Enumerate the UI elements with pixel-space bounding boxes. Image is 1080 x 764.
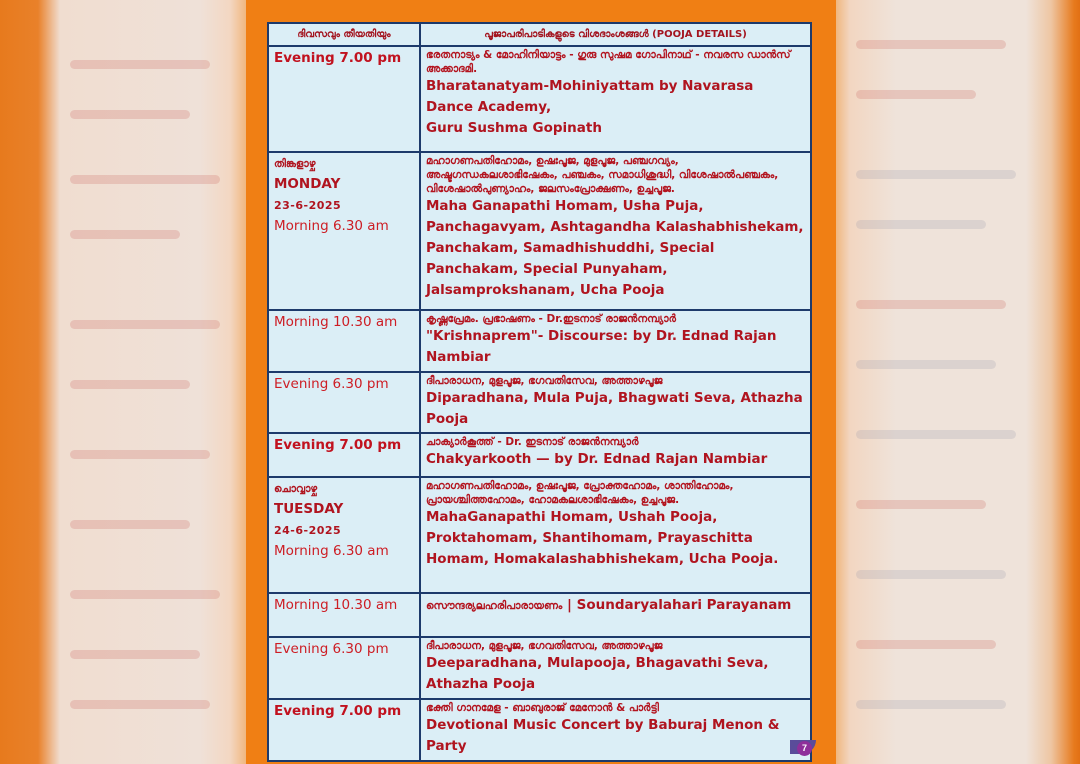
day-malayalam: തിങ്കളാഴ്ച <box>274 158 316 170</box>
table-row <box>268 310 811 372</box>
details-cell <box>420 593 811 637</box>
details-malayalam: കൃഷ്ണപ്രേമം. പ്രഭാഷണം - Dr.ഇടനാട് രാജൻനമ്പ്യാർ <box>426 313 676 325</box>
time-label: Morning 10.30 am <box>274 597 398 613</box>
table-row <box>268 637 811 699</box>
table-row <box>268 46 811 152</box>
day-label: TUESDAY <box>274 501 344 517</box>
day-time-cell <box>268 477 420 593</box>
table-row <box>268 152 811 310</box>
details-malayalam: മഹാഗണപതിഹോമം, ഉഷഃപൂജ, മുളപൂജ, പഞ്ചഗവ്യം, അഷ്ടഗന്ധകലശാഭിഷേകം, പഞ്ചകം, സമാധിശുദ്ധി, വിശേഷാൽപഞ്ചകം, വിശേഷാൽപുണ്യാഹം, ജലസംപ്രോക്ഷണം, ഉച്ചപൂജ. <box>426 155 779 195</box>
details-malayalam: ദീപാരാധന, മുളപൂജ, ഭഗവതിസേവ, അത്താഴപൂജ <box>426 375 663 387</box>
table-row <box>268 593 811 637</box>
details-english: Maha Ganapathi Homam, Usha Puja, Panchagavyam, Ashtagandha Kalashabhishekam, Panchakam, Samadhishuddhi, Special Panchakam, Special Punyaham, Jalsamprokshanam, Ucha Pooja <box>426 198 804 298</box>
blurred-background-left <box>0 0 246 764</box>
day-time-cell <box>268 152 420 310</box>
details-malayalam: ദീപാരാധന, മുളപൂജ, ഭഗവതിസേവ, അത്താഴപൂജ <box>426 640 663 652</box>
details-malayalam: ഭരതനാട്യം & മോഹിനിയാട്ടം - ഗുരു സുഷമ ഗോപിനാഥ് - നവരസ ഡാൻസ് അക്കാദമി. <box>426 49 791 75</box>
time-cell <box>268 310 420 372</box>
header-details-column: പൂജാപരിപാടികളുടെ വിശദാംശങ്ങൾ (POOJA DETAILS) <box>420 23 811 46</box>
details-english: Chakyarkooth — by Dr. Ednad Rajan Nambiar <box>426 451 768 467</box>
details-english: "Krishnaprem"- Discourse: by Dr. Ednad Rajan Nambiar <box>426 328 777 365</box>
brochure-page <box>246 0 836 764</box>
details-english: Devotional Music Concert by Baburaj Menon & Party <box>426 717 780 754</box>
time-label: Morning 6.30 am <box>274 218 389 234</box>
details-malayalam: സൌന്ദര്യലഹരിപാരായണം <box>426 600 563 612</box>
details-cell <box>420 46 811 152</box>
details-cell <box>420 477 811 593</box>
time-cell <box>268 637 420 699</box>
table-row <box>268 372 811 433</box>
details-text <box>426 595 805 616</box>
date-label: 24-6-2025 <box>274 524 342 537</box>
date-label: 23-6-2025 <box>274 199 342 212</box>
details-cell <box>420 152 811 310</box>
day-label: MONDAY <box>274 176 341 192</box>
details-cell <box>420 372 811 433</box>
details-english: Deeparadhana, Mulapooja, Bhagavathi Seva, Athazha Pooja <box>426 655 769 692</box>
blurred-background-right <box>836 0 1080 764</box>
details-cell <box>420 637 811 699</box>
time-label: Evening 6.30 pm <box>274 641 389 657</box>
time-label: Evening 6.30 pm <box>274 376 389 392</box>
table-header-row <box>268 23 811 46</box>
table-row <box>268 699 811 761</box>
time-label: Morning 6.30 am <box>274 543 389 559</box>
time-label: Evening 7.00 pm <box>274 437 402 453</box>
details-cell <box>420 699 811 761</box>
header-date-column: ദിവസവും തീയതിയും <box>268 23 420 46</box>
time-label: Morning 10.30 am <box>274 314 398 330</box>
details-english: | Soundaryalahari Parayanam <box>567 597 792 613</box>
details-english: Guru Sushma Gopinath <box>426 120 602 136</box>
details-english: Bharatanatyam-Mohiniyattam by Navarasa Dance Academy, <box>426 78 754 115</box>
time-cell <box>268 46 420 152</box>
time-label: Evening 7.00 pm <box>274 703 402 719</box>
details-malayalam: ഭക്തി ഗാനമേള - ബാബുരാജ് മേനോൻ & പാർട്ടി <box>426 702 659 714</box>
table-row <box>268 433 811 477</box>
time-cell <box>268 433 420 477</box>
details-cell <box>420 310 811 372</box>
details-english: Diparadhana, Mula Puja, Bhagwati Seva, Athazha Pooja <box>426 390 803 427</box>
time-cell <box>268 593 420 637</box>
table-row <box>268 477 811 593</box>
time-cell <box>268 699 420 761</box>
day-malayalam: ചൊവ്വാഴ്ച <box>274 483 318 495</box>
schedule-table <box>267 22 812 762</box>
details-cell <box>420 433 811 477</box>
time-label: Evening 7.00 pm <box>274 50 402 66</box>
page-number: 7 <box>797 741 812 756</box>
time-cell <box>268 372 420 433</box>
details-malayalam: മഹാഗണപതിഹോമം, ഉഷഃപൂജ, പ്രോക്തഹോമം, ശാന്തിഹോമം, പ്രായശ്ചിത്തഹോമം, ഹോമകലശാഭിഷേകം, ഉച്ചപൂജ. <box>426 480 734 506</box>
details-malayalam: ചാക്യാർകൂത്ത് - Dr. ഇടനാട് രാജൻനമ്പ്യാർ <box>426 436 639 448</box>
details-english: MahaGanapathi Homam, Ushah Pooja, Proktahomam, Shantihomam, Prayaschitta Homam, Homakalashabhishekam, Ucha Pooja. <box>426 509 779 567</box>
